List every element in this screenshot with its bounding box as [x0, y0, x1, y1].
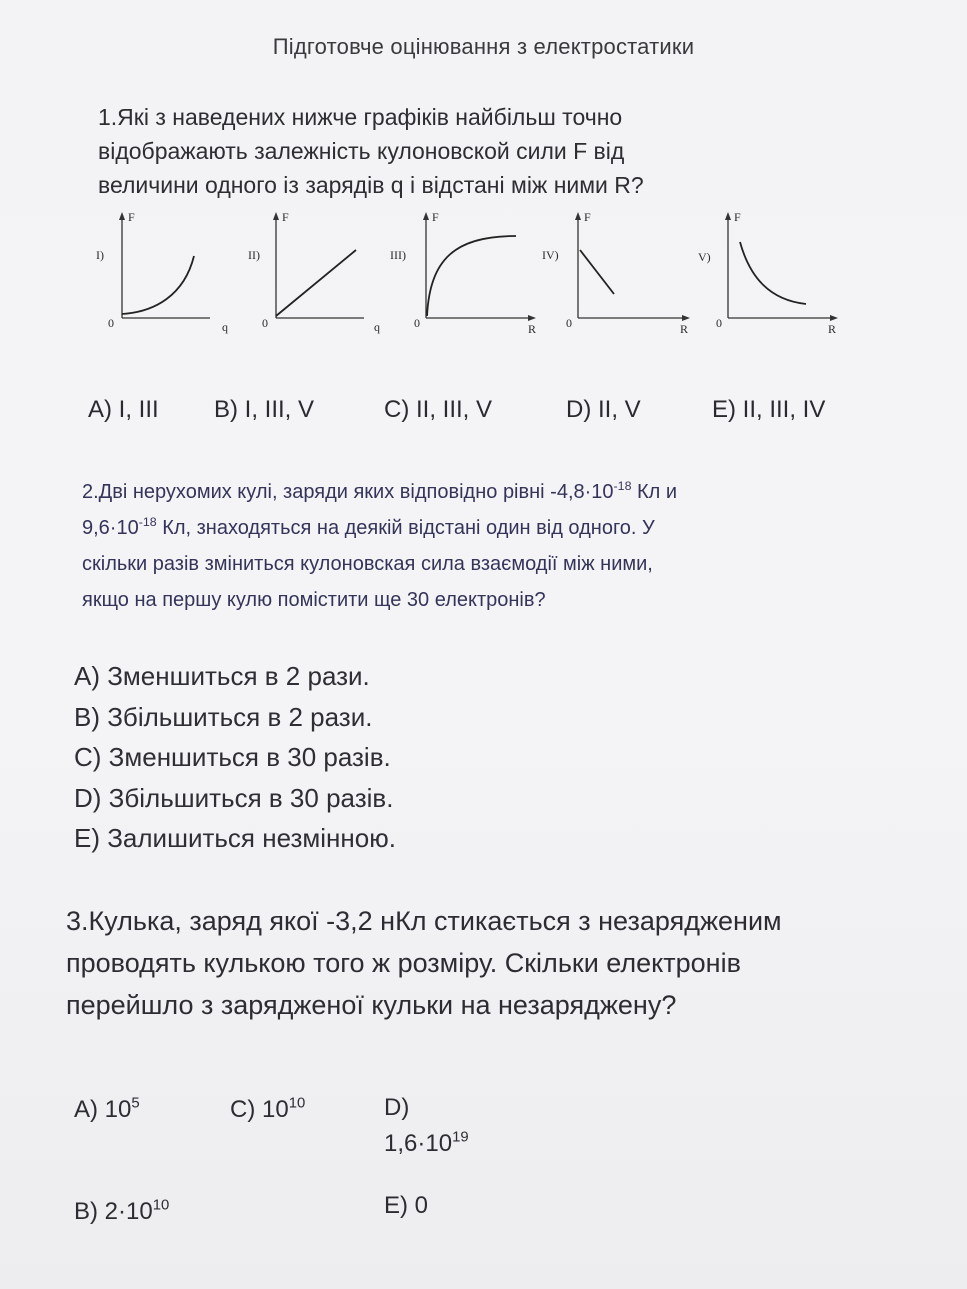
q2-answer-c: C) Зменшиться в 30 разів. — [74, 742, 391, 772]
q2-exponent: -18 — [613, 478, 632, 493]
q3-answer-e: E) 0 — [384, 1192, 429, 1219]
graph-2-x-axis: q — [374, 320, 380, 334]
graph-5 — [698, 208, 848, 338]
page-title: Підготовче оцінювання з електростатики — [272, 34, 695, 59]
q1-answer-d: D) II, V — [566, 396, 641, 423]
q2-answer-d: D) Збільшиться в 30 разів. — [74, 782, 394, 813]
question-2-line — [82, 510, 677, 546]
graph-1-y-axis: F — [128, 210, 135, 224]
q2-answer-a: A) Зменшиться в 2 рази. — [74, 661, 370, 691]
graph-4 — [542, 208, 698, 338]
graph-1-origin: 0 — [108, 316, 114, 330]
graph-4-y-axis: F — [584, 210, 591, 224]
question-3-line: перейшло з зарядженої кульки на незаряджену? — [66, 990, 677, 1020]
q3-answer-c — [230, 1096, 305, 1124]
question-3-line: проводять кулькою того ж розміру. Скільки електронів — [66, 948, 741, 978]
question-3-text — [66, 900, 782, 1026]
graph-2 — [246, 208, 396, 338]
graph-5-label: V) — [698, 250, 711, 264]
q2-text-part: 2.Дві нерухомих кулі, заряди яких відповідно рівні -4,8·10 — [82, 481, 614, 503]
question-3-line: 3.Кулька, заряд якої -3,2 нКл стикається з незарядженим — [66, 906, 782, 936]
q3-answer-c-exponent: 10 — [288, 1095, 306, 1112]
graph-2-y-axis: F — [282, 210, 289, 224]
graph-3-y-axis: F — [432, 210, 439, 224]
q1-answer-a: A) I, III — [88, 396, 159, 423]
graph-1-x-axis: q — [222, 320, 228, 334]
graph-3-x-axis: R — [528, 322, 537, 336]
question-2-line: якщо на першу кулю помістити ще 30 електронів? — [82, 589, 546, 611]
question-1-text — [98, 100, 644, 202]
graph-5-x-axis: R — [828, 322, 837, 336]
graph-5-y-axis: F — [734, 210, 741, 224]
q1-answer-c: C) II, III, V — [384, 396, 493, 423]
q3-answer-b-exponent: 10 — [152, 1197, 170, 1214]
graph-2-plot — [246, 208, 396, 338]
graph-1-label: I) — [96, 248, 104, 262]
q1-answer-b: B) I, III, V — [214, 396, 315, 423]
q3-answer-a-base: A) 10 — [74, 1096, 132, 1123]
graph-4-x-axis: R — [680, 322, 689, 336]
q3-answer-c-base: C) 10 — [230, 1096, 289, 1123]
q1-answer-e: E) II, III, IV — [712, 396, 826, 423]
q3-answer-d-exponent: 19 — [452, 1129, 469, 1146]
q2-exponent: -18 — [138, 514, 157, 529]
q2-text-part: Кл и — [631, 481, 678, 503]
question-2-text — [82, 474, 677, 618]
q3-answer-b-base: B) 2·10 — [74, 1198, 153, 1225]
graph-2-label: II) — [248, 248, 260, 262]
q3-answer-d-label: D) — [384, 1094, 410, 1121]
graph-1-plot — [92, 208, 242, 338]
question-1-line: 1.Які з наведених нижче графіків найбільш точно — [98, 104, 623, 130]
graph-4-origin: 0 — [566, 316, 572, 330]
graph-2-origin: 0 — [262, 316, 268, 330]
q3-answer-a-exponent: 5 — [131, 1095, 140, 1112]
q2-text-part: 9,6·10 — [82, 517, 139, 539]
graph-1 — [92, 208, 242, 338]
question-2-line: скільки разів зміниться кулоновская сила взаємодії між ними, — [82, 553, 653, 575]
q2-text-part: Кл, знаходяться на деякій відстані один від одного. У — [156, 517, 655, 539]
question-1-line: величини одного із зарядів q і відстані між ними R? — [98, 172, 644, 198]
q2-answer-e: E) Залишиться незмінною. — [74, 823, 396, 853]
graph-3-label: III) — [390, 248, 406, 262]
graph-4-label: IV) — [542, 248, 559, 262]
q2-answer-b: B) Збільшиться в 2 рази. — [74, 701, 373, 732]
q3-answer-d — [384, 1130, 469, 1158]
graph-5-origin: 0 — [716, 316, 722, 330]
q3-answer-a — [74, 1096, 140, 1124]
q3-answer-b — [74, 1198, 169, 1226]
graph-3 — [390, 208, 546, 338]
q2-answers — [74, 656, 396, 859]
question-2-line — [82, 474, 677, 510]
graph-3-origin: 0 — [414, 316, 420, 330]
q3-answer-d-base: 1,6·10 — [384, 1130, 453, 1157]
question-1-line: відображають залежність кулоновской сили F від — [98, 138, 625, 164]
